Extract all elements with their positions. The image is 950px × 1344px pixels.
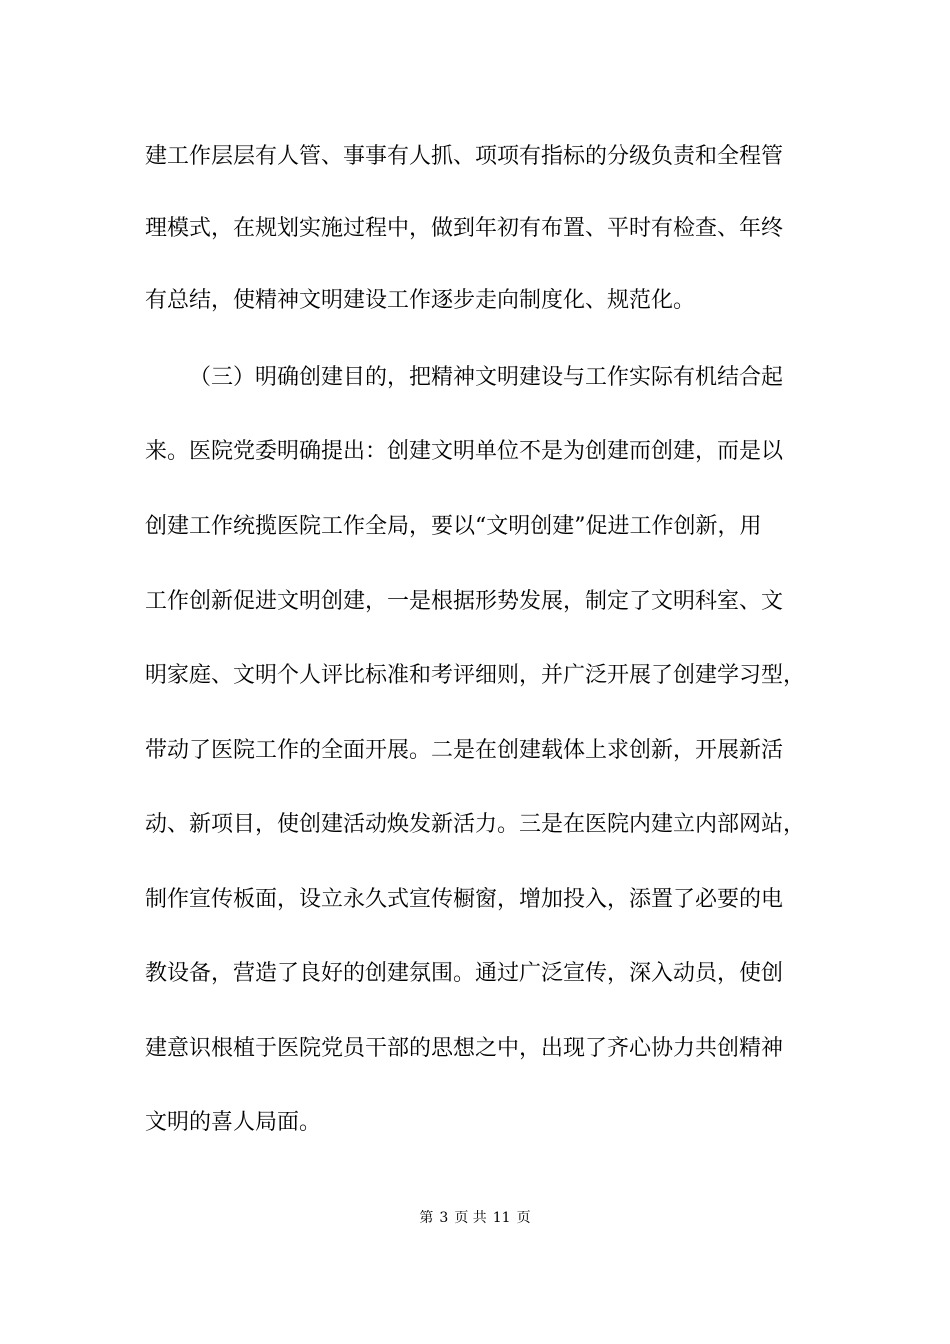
footer-current-page: 3 [439, 1210, 449, 1226]
body-text-line-14: 文明的喜人局面。 [145, 1110, 322, 1135]
body-text-line-12: 教设备，营造了良好的创建氛围。通过广泛宣传，深入动员，使创 [145, 961, 784, 986]
footer-suffix: 页 [516, 1210, 531, 1226]
body-text-line-3: 有总结，使精神文明建设工作逐步走向制度化、规范化。 [145, 288, 696, 313]
body-text-line-2: 理模式，在规划实施过程中，做到年初有布置、平时有检查、年终 [145, 216, 784, 241]
body-text-line-13: 建意识根植于医院党员干部的思想之中，出现了齐心协力共创精神 [145, 1036, 784, 1061]
body-text-line-4: （三）明确创建目的，把精神文明建设与工作实际有机结合起 [189, 365, 784, 390]
footer-mid: 页 共 [454, 1210, 487, 1226]
body-text-line-7: 工作创新促进文明创建，一是根据形势发展，制定了文明科室、文 [145, 589, 784, 614]
body-text-line-6: 创建工作统揽医院工作全局，要以“文明创建”促进工作创新，用 [145, 514, 762, 539]
body-text-line-8: 明家庭、文明个人评比标准和考评细则，并广泛开展了创建学习型， [145, 663, 806, 688]
body-text-line-10: 动、新项目，使创建活动焕发新活力。三是在医院内建立内部网站， [145, 812, 806, 837]
footer-total-pages: 11 [492, 1210, 511, 1226]
body-text-line-9: 带动了医院工作的全面开展。二是在创建载体上求创新，开展新活 [145, 738, 784, 763]
footer-prefix: 第 [419, 1210, 434, 1226]
body-text-line-1: 建工作层层有人管、事事有人抓、项项有指标的分级负责和全程管 [145, 144, 784, 169]
page-footer [0, 1208, 950, 1228]
body-text-line-5: 来。医院党委明确提出：创建文明单位不是为创建而创建，而是以 [145, 439, 784, 464]
body-text-line-11: 制作宣传板面，设立永久式宣传橱窗，增加投入，添置了必要的电 [145, 887, 784, 912]
